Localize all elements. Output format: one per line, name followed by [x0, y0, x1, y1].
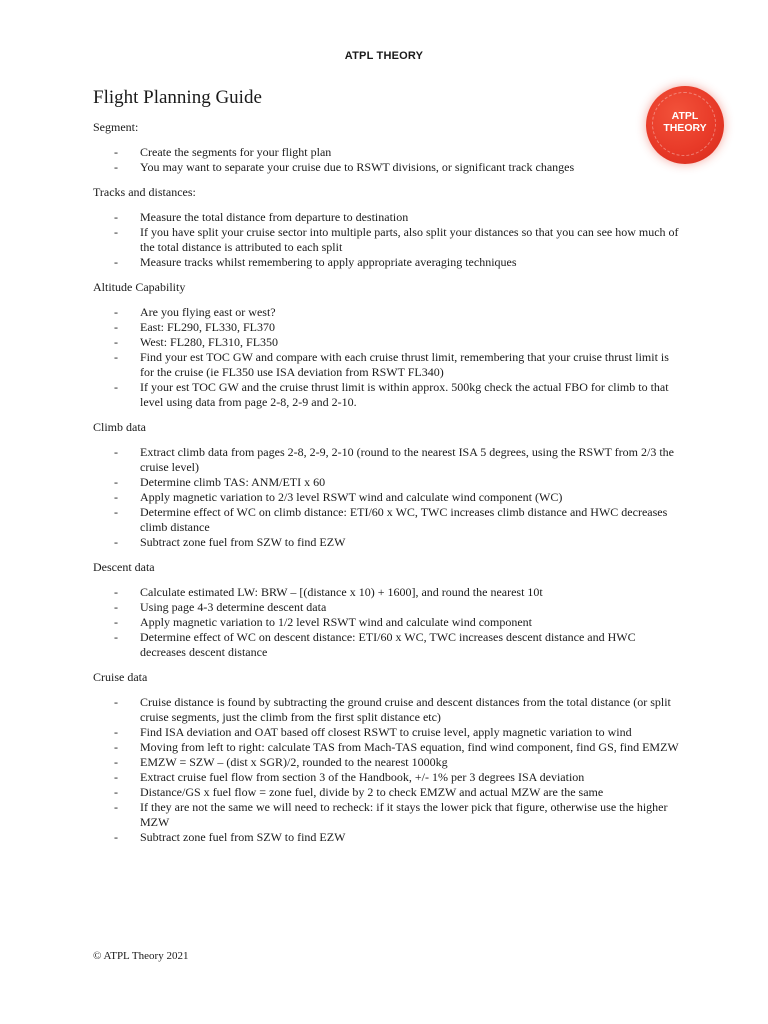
list-item-text: If you have split your cruise sector into multiple parts, also split your distances so that you can see how much of the total distance is attributed to each split	[140, 225, 679, 254]
list-item	[93, 380, 683, 410]
bullet-dash: -	[114, 600, 118, 614]
section	[93, 670, 683, 845]
section-list	[93, 305, 683, 410]
section	[93, 560, 683, 660]
bullet-dash: -	[114, 210, 118, 224]
list-item-text: Are you flying east or west?	[140, 305, 276, 319]
bullet-dash: -	[114, 755, 118, 769]
section-list	[93, 210, 683, 270]
bullet-dash: -	[114, 725, 118, 739]
bullet-dash: -	[114, 145, 118, 159]
section	[93, 185, 683, 270]
list-item	[93, 445, 683, 475]
bullet-dash: -	[114, 445, 118, 459]
section-heading: Segment:	[93, 120, 139, 134]
list-item-text: Extract climb data from pages 2-8, 2-9, 2-10 (round to the nearest ISA 5 degrees, using the RSWT from 2/3 the cruise level)	[140, 445, 674, 474]
section-list	[93, 585, 683, 660]
sections-container	[93, 120, 683, 845]
list-item	[93, 210, 683, 225]
list-item	[93, 225, 683, 255]
bullet-dash: -	[114, 630, 118, 644]
section-heading: Climb data	[93, 420, 146, 434]
list-item-text: Measure the total distance from departure to destination	[140, 210, 409, 224]
page-header: ATPL THEORY	[344, 50, 424, 62]
list-item-text: Using page 4-3 determine descent data	[140, 600, 327, 614]
list-item-text: EMZW = SZW – (dist x SGR)/2, rounded to the nearest 1000kg	[140, 755, 448, 769]
bullet-dash: -	[114, 350, 118, 364]
bullet-dash: -	[114, 785, 118, 799]
list-item-text: Find your est TOC GW and compare with each cruise thrust limit, remembering that your cruise thrust limit is for the cruise (ie FL350 use ISA deviation from RSWT FL340)	[140, 350, 669, 379]
list-item-text: West: FL280, FL310, FL350	[140, 335, 279, 349]
list-item-text: Determine effect of WC on climb distance: ETI/60 x WC, TWC increases climb distance and HWC decreases climb distance	[140, 505, 668, 534]
section-heading: Altitude Capability	[93, 280, 186, 294]
bullet-dash: -	[114, 490, 118, 504]
bullet-dash: -	[114, 160, 118, 174]
list-item	[93, 335, 683, 350]
bullet-dash: -	[114, 320, 118, 334]
footer-copyright: © ATPL Theory 2021	[93, 950, 189, 962]
list-item	[93, 160, 683, 175]
list-item-text: Apply magnetic variation to 2/3 level RSWT wind and calculate wind component (WC)	[140, 490, 563, 504]
list-item	[93, 255, 683, 270]
bullet-dash: -	[114, 475, 118, 489]
list-item	[93, 145, 683, 160]
list-item	[93, 695, 683, 725]
list-item-text: Distance/GS x fuel flow = zone fuel, divide by 2 to check EMZW and actual MZW are the same	[140, 785, 604, 799]
bullet-dash: -	[114, 305, 118, 319]
document-title: Flight Planning Guide	[93, 87, 262, 108]
list-item-text: Subtract zone fuel from SZW to find EZW	[140, 830, 346, 844]
bullet-dash: -	[114, 740, 118, 754]
bullet-dash: -	[114, 225, 118, 239]
section-list	[93, 145, 683, 175]
list-item-text: Apply magnetic variation to 1/2 level RSWT wind and calculate wind component	[140, 615, 533, 629]
list-item	[93, 475, 683, 490]
list-item-text: Determine effect of WC on descent distance: ETI/60 x WC, TWC increases descent distance and HWC decreases descent distance	[140, 630, 636, 659]
list-item	[93, 320, 683, 335]
list-item	[93, 600, 683, 615]
list-item	[93, 585, 683, 600]
section	[93, 280, 683, 410]
list-item	[93, 770, 683, 785]
section-heading: Cruise data	[93, 670, 148, 684]
list-item	[93, 830, 683, 845]
section	[93, 420, 683, 550]
list-item	[93, 800, 683, 830]
list-item-text: Create the segments for your flight plan	[140, 145, 332, 159]
bullet-dash: -	[114, 535, 118, 549]
list-item	[93, 350, 683, 380]
list-item	[93, 615, 683, 630]
list-item	[93, 630, 683, 660]
list-item	[93, 490, 683, 505]
list-item-text: If they are not the same we will need to recheck: if it stays the lower pick that figure, otherwise use the higher MZW	[140, 800, 668, 829]
list-item-text: Moving from left to right: calculate TAS from Mach-TAS equation, find wind component, find GS, find EMZW	[140, 740, 679, 754]
list-item-text: Measure tracks whilst remembering to apply appropriate averaging techniques	[140, 255, 517, 269]
bullet-dash: -	[114, 770, 118, 784]
list-item	[93, 535, 683, 550]
list-item	[93, 755, 683, 770]
bullet-dash: -	[114, 615, 118, 629]
list-item	[93, 505, 683, 535]
bullet-dash: -	[114, 255, 118, 269]
bullet-dash: -	[114, 505, 118, 519]
list-item-text: Determine climb TAS: ANM/ETI x 60	[140, 475, 326, 489]
list-item-text: East: FL290, FL330, FL370	[140, 320, 276, 334]
section-heading: Tracks and distances:	[93, 185, 196, 199]
bullet-dash: -	[114, 585, 118, 599]
list-item	[93, 740, 683, 755]
list-item-text: Calculate estimated LW: BRW – [(distance x 10) + 1600], and round the nearest 10t	[140, 585, 543, 599]
document-body	[93, 86, 683, 855]
list-item-text: Cruise distance is found by subtracting the ground cruise and descent distances from the total distance (or split cruise segments, just the climb from the first split distance etc)	[140, 695, 671, 724]
bullet-dash: -	[114, 335, 118, 349]
logo-line-2: THEORY	[663, 122, 707, 134]
bullet-dash: -	[114, 830, 118, 844]
logo-line-1: ATPL	[671, 110, 699, 122]
list-item-text: You may want to separate your cruise due to RSWT divisions, or significant track changes	[140, 160, 575, 174]
list-item-text: Subtract zone fuel from SZW to find EZW	[140, 535, 346, 549]
bullet-dash: -	[114, 695, 118, 709]
list-item-text: Find ISA deviation and OAT based off closest RSWT to cruise level, apply magnetic variation to wind	[140, 725, 632, 739]
list-item	[93, 305, 683, 320]
bullet-dash: -	[114, 800, 118, 814]
list-item	[93, 725, 683, 740]
list-item	[93, 785, 683, 800]
section	[93, 120, 683, 175]
section-list	[93, 695, 683, 845]
list-item-text: If your est TOC GW and the cruise thrust limit is within approx. 500kg check the actual FBO for climb to that level using data from page 2-8, 2-9 and 2-10.	[140, 380, 669, 409]
section-list	[93, 445, 683, 550]
section-heading: Descent data	[93, 560, 155, 574]
bullet-dash: -	[114, 380, 118, 394]
list-item-text: Extract cruise fuel flow from section 3 of the Handbook, +/- 1% per 3 degrees ISA deviation	[140, 770, 585, 784]
